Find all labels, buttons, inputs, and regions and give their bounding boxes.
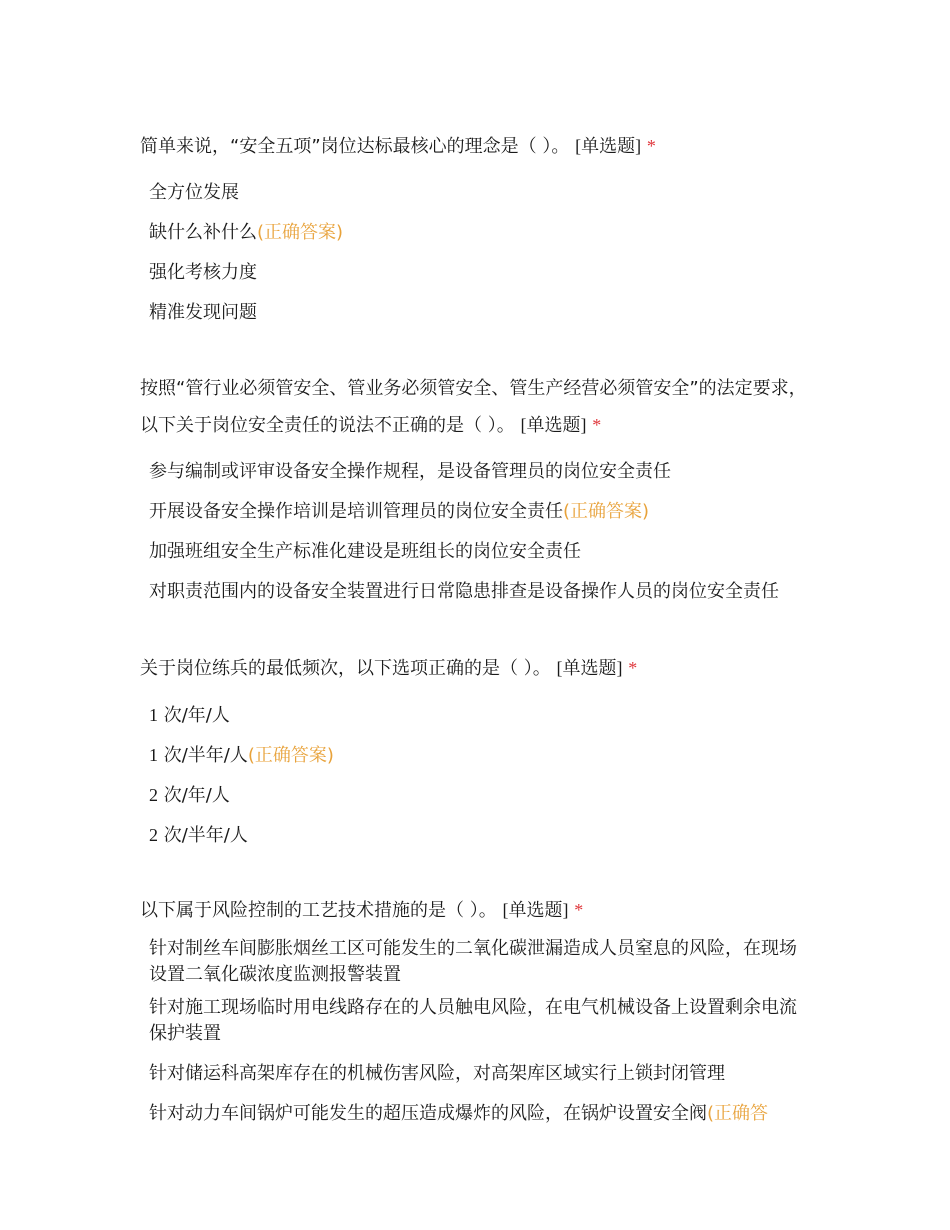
option-3[interactable] [149, 253, 820, 293]
option-number: 1 [149, 745, 158, 765]
required-mark: * [592, 415, 602, 435]
option-text: 针对动力车间锅炉可能发生的超压造成爆炸的风险，在锅炉设置安全阀 [149, 1103, 707, 1124]
option-text: 强化考核力度 [149, 262, 257, 283]
option-2[interactable] [149, 735, 820, 775]
option-text: 开展设备安全操作培训是培训管理员的岗位安全责任 [149, 501, 563, 522]
option-4[interactable] [149, 1094, 820, 1134]
option-text: 次/年/人 [163, 785, 230, 806]
option-2[interactable] [149, 213, 820, 253]
option-list [140, 695, 820, 855]
option-2[interactable] [149, 492, 820, 532]
question-title [140, 370, 820, 444]
required-mark: * [574, 900, 584, 920]
option-text: 次/半年/人 [163, 825, 248, 846]
question-1 [140, 128, 820, 333]
option-3[interactable] [149, 775, 820, 815]
option-1[interactable] [149, 452, 820, 492]
required-mark: * [628, 658, 638, 678]
question-type-tag: [单选题] [556, 658, 623, 678]
question-title [140, 650, 820, 687]
option-text: 全方位发展 [149, 182, 239, 203]
option-2[interactable] [149, 995, 809, 1047]
option-text: 参与编制或评审设备安全操作规程，是设备管理员的岗位安全责任 [149, 461, 671, 482]
option-3[interactable] [149, 1054, 820, 1094]
question-text: 以下属于风险控制的工艺技术措施的是（ ）。 [140, 900, 497, 921]
question-type-tag: [单选题] [502, 900, 569, 920]
option-text: 次/半年/人 [163, 745, 248, 766]
option-list [140, 173, 820, 333]
question-type-tag: [单选题] [575, 136, 642, 156]
correct-answer-label: (正确答 [707, 1103, 769, 1124]
question-2 [140, 370, 820, 612]
option-text: 针对制丝车间膨胀烟丝工区可能发生的二氧化碳泄漏造成人员窒息的风险，在现场设置二氧化碳浓度监测报警装置 [149, 938, 797, 985]
option-1[interactable] [149, 695, 820, 735]
option-text: 次/年/人 [163, 705, 230, 726]
question-4 [140, 892, 820, 1134]
correct-answer-label: (正确答案) [247, 745, 334, 766]
option-text: 针对储运科高架库存在的机械伤害风险，对高架库区域实行上锁封闭管理 [149, 1063, 725, 1084]
required-mark: * [646, 136, 656, 156]
question-3 [140, 650, 820, 855]
option-4[interactable] [149, 293, 820, 333]
question-title [140, 128, 820, 165]
option-1[interactable] [149, 173, 820, 213]
option-list [140, 936, 820, 1134]
option-3[interactable] [149, 532, 820, 572]
option-list [140, 452, 820, 612]
question-title [140, 892, 820, 929]
option-4[interactable] [149, 572, 820, 612]
option-text: 对职责范围内的设备安全装置进行日常隐患排查是设备操作人员的岗位安全责任 [149, 581, 779, 602]
option-text: 缺什么补什么 [149, 222, 257, 243]
option-text: 针对施工现场临时用电线路存在的人员触电风险，在电气机械设备上设置剩余电流保护装置 [149, 997, 797, 1044]
option-1[interactable] [149, 936, 809, 988]
correct-answer-label: (正确答案) [563, 501, 650, 522]
option-4[interactable] [149, 815, 820, 855]
question-text: 简单来说，“安全五项”岗位达标最核心的理念是（ ）。 [140, 136, 570, 157]
question-text: 关于岗位练兵的最低频次，以下选项正确的是（ ）。 [140, 658, 551, 679]
option-number: 2 [149, 785, 158, 805]
option-number: 1 [149, 705, 158, 725]
question-text: 按照“管行业必须管安全、管业务必须管安全、管生产经营必须管安全”的法定要求，以下关于岗位安全责任的说法不正确的是（ ）。 [140, 378, 807, 436]
option-number: 2 [149, 825, 158, 845]
correct-answer-label: (正确答案) [257, 222, 344, 243]
option-text: 精准发现问题 [149, 302, 257, 323]
question-type-tag: [单选题] [520, 415, 587, 435]
option-text: 加强班组安全生产标准化建设是班组长的岗位安全责任 [149, 541, 581, 562]
